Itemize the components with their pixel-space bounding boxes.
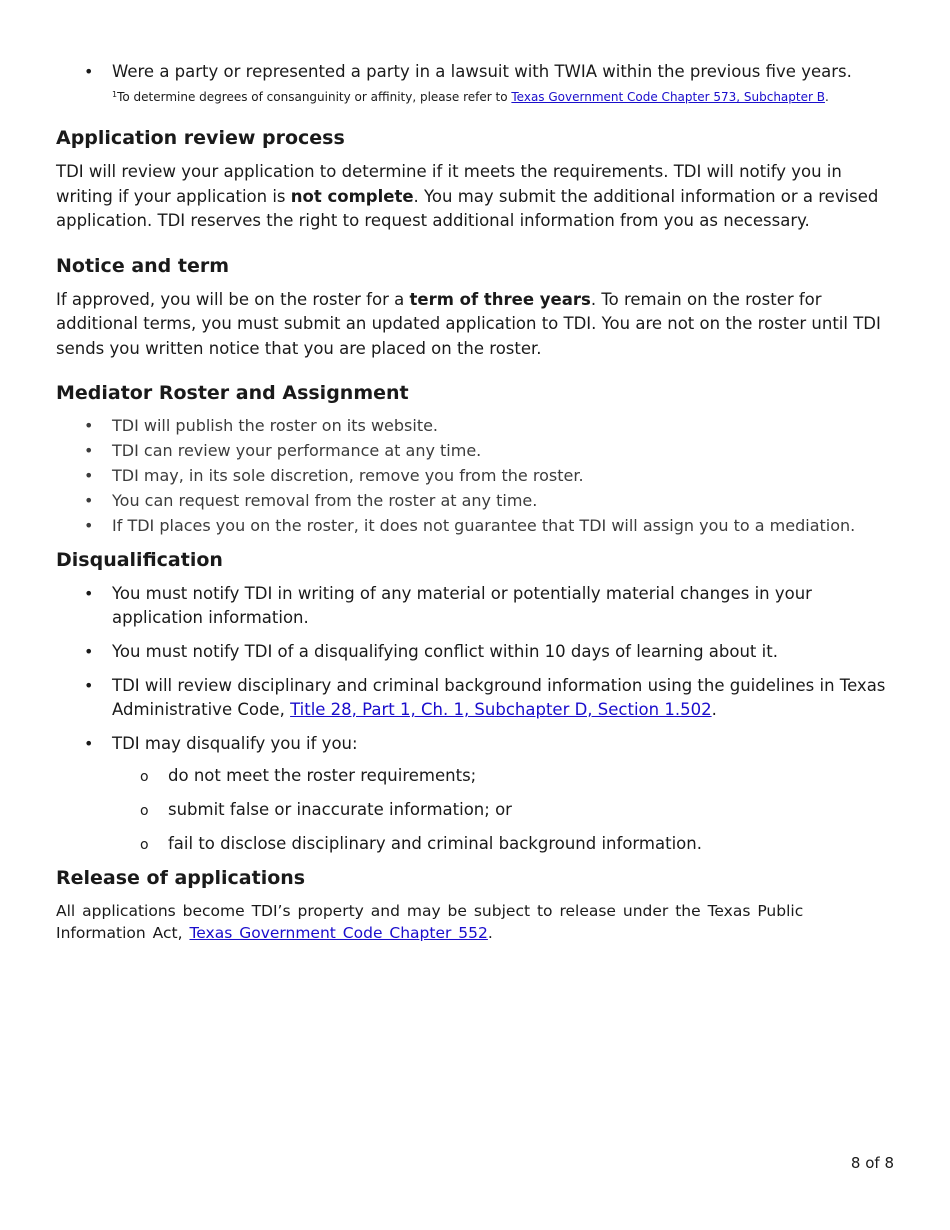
release-end: . bbox=[487, 924, 493, 942]
list-item bbox=[56, 732, 896, 856]
gov-code-573-link[interactable]: Texas Government Code Chapter 573, Subchapter B bbox=[511, 90, 825, 104]
roster-list bbox=[56, 413, 896, 538]
review-bold: not complete bbox=[290, 186, 414, 206]
document-page bbox=[56, 60, 896, 944]
roster-heading: Mediator Roster and Assignment bbox=[56, 382, 409, 404]
tac-section-1502-link[interactable]: Title 28, Part 1, Ch. 1, Subchapter D, Section 1.502 bbox=[290, 700, 712, 719]
sub-list-item: o submit false or inaccurate information; or bbox=[112, 798, 896, 822]
disqualification-list bbox=[56, 582, 896, 856]
footnote-marker: 1 bbox=[112, 90, 118, 99]
list-item: • Were a party or represented a party in a lawsuit with TWIA within the previous five years. bbox=[56, 60, 896, 84]
item-3-text: TDI will review disciplinary and criminal background information using the guidelines in Texas Administrative Code, bbox=[112, 676, 886, 719]
release-paragraph bbox=[56, 900, 896, 944]
release-text: All applications become TDI’s property and may be subject to release under the Texas Public Information Act, bbox=[56, 902, 804, 942]
list-item bbox=[56, 674, 896, 722]
disqualification-heading: Disqualification bbox=[56, 549, 223, 571]
sub-list-item: o fail to disclose disciplinary and criminal background information. bbox=[112, 832, 896, 856]
review-text-2: . You may submit the additional information or a revised application. TDI reserves the right to request additional information from you as necessary. bbox=[56, 186, 879, 230]
list-item: • TDI can review your performance at any time. bbox=[56, 438, 896, 463]
list-item: • You must notify TDI in writing of any material or potentially material changes in your application information. bbox=[56, 582, 896, 630]
gov-code-552-link[interactable]: Texas Government Code Chapter 552 bbox=[189, 924, 488, 942]
notice-bold: term of three years bbox=[409, 289, 591, 309]
notice-paragraph bbox=[56, 288, 896, 362]
footnote-end: . bbox=[824, 90, 829, 104]
disqualify-reasons-list bbox=[112, 764, 896, 856]
review-paragraph bbox=[56, 160, 896, 234]
list-item: • TDI may, in its sole discretion, remove you from the roster. bbox=[56, 463, 896, 488]
eligibility-list bbox=[56, 60, 896, 84]
footnote-text: To determine degrees of consanguinity or affinity, please refer to bbox=[117, 90, 512, 104]
notice-text-1: If approved, you will be on the roster for a bbox=[56, 289, 410, 309]
footnote bbox=[112, 88, 896, 106]
page-number: 8 of 8 bbox=[850, 1154, 894, 1172]
list-item: • You must notify TDI of a disqualifying conflict within 10 days of learning about it. bbox=[56, 640, 896, 664]
item-4-text: TDI may disqualify you if you: bbox=[112, 734, 358, 753]
notice-heading: Notice and term bbox=[56, 254, 230, 277]
notice-text-2: . To remain on the roster for additional terms, you must submit an updated application to TDI. You are not on the roster until TDI sends you written notice that you are placed on the roster. bbox=[56, 289, 881, 358]
list-item: • TDI will publish the roster on its website. bbox=[56, 413, 896, 438]
list-item: • You can request removal from the roster at any time. bbox=[56, 488, 896, 513]
review-text-1: TDI will review your application to determine if it meets the requirements. TDI will notify you in writing if your application is bbox=[56, 162, 842, 206]
release-heading: Release of applications bbox=[56, 867, 306, 889]
sub-list-item: o do not meet the roster requirements; bbox=[112, 764, 896, 788]
review-heading: Application review process bbox=[56, 127, 345, 149]
list-item: • If TDI places you on the roster, it does not guarantee that TDI will assign you to a mediation. bbox=[56, 513, 896, 538]
item-3-end: . bbox=[711, 700, 717, 719]
